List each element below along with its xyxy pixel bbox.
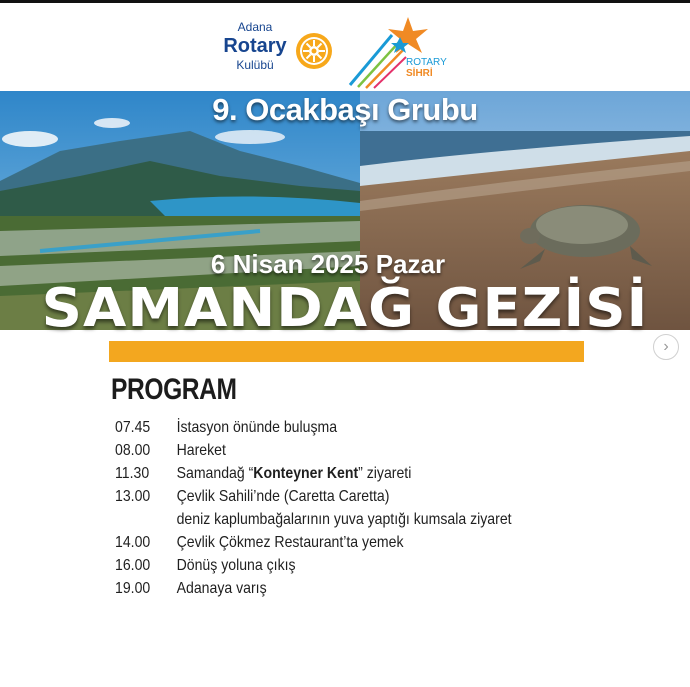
schedule-time: 13.00 xyxy=(115,488,151,505)
schedule-time: 16.00 xyxy=(115,557,151,574)
rotary-logo-club: Kulübü xyxy=(236,58,274,72)
program-schedule xyxy=(115,416,675,600)
schedule-text-bold: Konteyner Kent xyxy=(253,465,359,482)
rotary-sihri-logo xyxy=(348,15,458,89)
chevron-right-icon: › xyxy=(663,338,669,355)
rotary-logo-text xyxy=(218,19,292,73)
schedule-text: Samandağ “ xyxy=(176,465,254,482)
rotary-logo-city: Adana xyxy=(237,20,273,34)
rotary-sihri-text xyxy=(406,57,447,79)
rotary-wheel-icon xyxy=(294,31,334,71)
schedule-description xyxy=(177,416,670,439)
schedule-description xyxy=(177,439,670,462)
sihri-logo-bottom: SİHRİ xyxy=(406,68,433,79)
header xyxy=(0,3,690,91)
schedule-row xyxy=(115,416,669,439)
schedule-row xyxy=(115,577,669,600)
schedule-text: Çevlik Sahili’nde (Caretta Caretta) xyxy=(176,488,390,505)
schedule-text: İstasyon önünde buluşma xyxy=(176,419,338,436)
schedule-row xyxy=(115,554,669,577)
schedule-text-suffix: ” ziyareti xyxy=(358,465,412,482)
sihri-logo-top: ROTARY xyxy=(406,57,447,68)
schedule-time: 08.00 xyxy=(115,442,151,459)
schedule-time: 14.00 xyxy=(115,534,151,551)
event-date: 6 Nisan 2025 Pazar xyxy=(210,249,446,279)
schedule-row xyxy=(115,485,669,508)
schedule-time: 11.30 xyxy=(115,465,150,482)
schedule-row xyxy=(115,439,669,462)
schedule-row xyxy=(115,508,669,531)
schedule-text: Çevlik Çökmez Restaurant’ta yemek xyxy=(176,534,404,551)
schedule-description xyxy=(177,485,670,508)
rotary-logo-name: Rotary xyxy=(223,35,287,57)
schedule-row xyxy=(115,531,669,554)
schedule-description xyxy=(177,508,670,531)
schedule-description xyxy=(177,577,670,600)
schedule-text: deniz kaplumbağalarının yuva yaptığı kumsala ziyaret xyxy=(176,511,512,528)
schedule-row xyxy=(115,462,669,485)
schedule-description xyxy=(177,531,670,554)
carousel-next-button[interactable] xyxy=(653,334,679,360)
schedule-text: Adanaya varış xyxy=(176,580,267,597)
accent-bar xyxy=(109,341,584,362)
event-title: SAMANDAĞ GEZİSİ xyxy=(41,277,649,340)
schedule-time xyxy=(115,508,177,531)
schedule-time: 07.45 xyxy=(115,419,151,436)
schedule-description xyxy=(177,554,670,577)
rotary-club-logo xyxy=(218,19,338,83)
program-heading: PROGRAM xyxy=(111,373,237,406)
schedule-description xyxy=(177,462,670,485)
schedule-text: Dönüş yoluna çıkış xyxy=(176,557,296,574)
schedule-text: Hareket xyxy=(176,442,226,459)
group-title: 9. Ocakbaşı Grubu xyxy=(212,92,478,127)
schedule-time: 19.00 xyxy=(115,580,151,597)
